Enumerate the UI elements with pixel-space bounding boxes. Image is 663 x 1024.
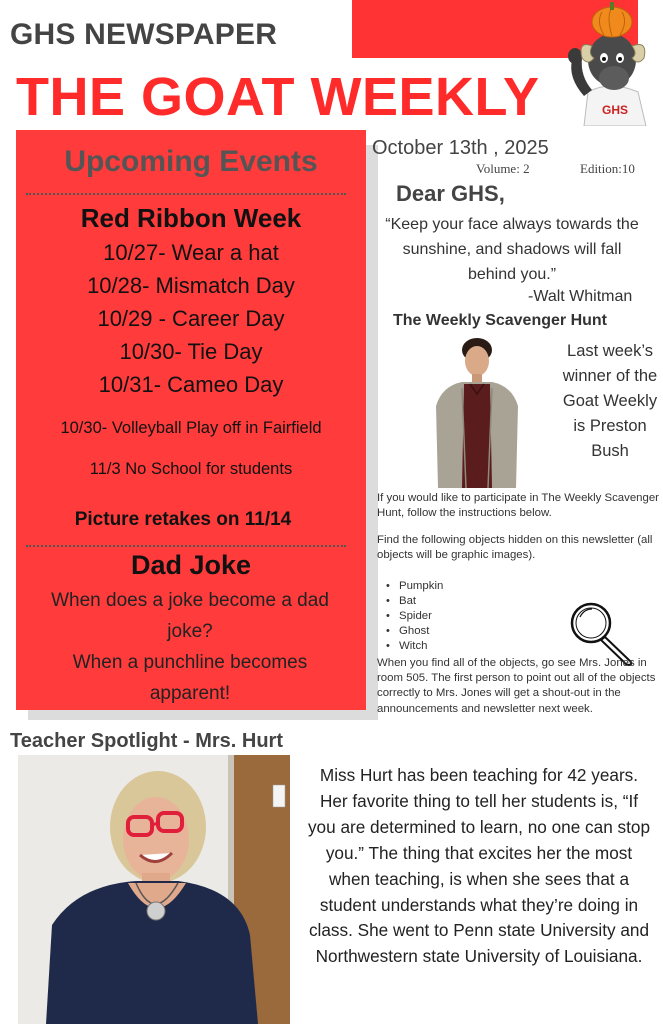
issue-edition: Edition:10 (580, 161, 635, 176)
events-divider-bottom (26, 545, 346, 547)
letter-greeting: Dear GHS, (396, 181, 505, 206)
goat-mascot-icon (560, 0, 663, 126)
red-ribbon-item: 10/29 - Career Day (97, 306, 285, 331)
list-item: • Bat (386, 594, 443, 609)
hunt-submit-instructions: When you find all of the objects, go see Mrs. Jones in room 505. The first person to point out all of the objects correctly to Mrs. Jones will get a shout-out in the announcements and newsletter next week. (377, 657, 656, 715)
hunt-objects-list (386, 579, 443, 654)
event-volleyball: 10/30- Volleyball Play off in Fairfield (60, 419, 322, 437)
hunt-participate-text: If you would like to participate in The Weekly Scavenger Hunt, follow the instructions below. (377, 492, 659, 520)
scavenger-winner-text: Last week’s winner of the Goat Weekly is Preston Bush (562, 342, 658, 460)
events-divider-top (26, 193, 346, 195)
event-no-school: 11/3 No School for students (89, 460, 293, 478)
list-item: • Pumpkin (386, 579, 443, 594)
list-item: • Spider (386, 609, 443, 624)
dad-joke-question: When does a joke become a dad joke? (51, 590, 329, 642)
teacher-spotlight-title: Teacher Spotlight - Mrs. Hurt (10, 730, 283, 752)
quote-author: -Walt Whitman (528, 288, 633, 305)
dad-joke-title: Dad Joke (130, 550, 252, 580)
issue-date: October 13th , 2025 (372, 137, 549, 159)
winner-student-photo (432, 336, 522, 488)
list-item: • Ghost (386, 624, 443, 639)
red-ribbon-item: 10/31- Cameo Day (98, 372, 284, 397)
teacher-spotlight-text: Miss Hurt has been teaching for 42 years. Her favorite thing to tell her students is, “If you are determined to learn, no one can stop you.” The thing that excites her the most when teaching, is when she sees that a student understands what they’re doing in class. She went to Penn state University and Northwestern state University of Louisiana. (307, 765, 651, 967)
hunt-find-instructions: Find the following objects hidden on this newsletter (all objects will be graphic images). (377, 534, 653, 562)
list-item: • Witch (386, 639, 443, 654)
red-ribbon-item: 10/30- Tie Day (119, 339, 263, 364)
newspaper-kicker: GHS NEWSPAPER (10, 18, 278, 51)
red-ribbon-item: 10/28- Mismatch Day (87, 273, 295, 298)
dad-joke-answer: When a punchline becomes apparent! (72, 652, 308, 704)
dad-joke-body (40, 585, 340, 709)
newspaper-title: THE GOAT WEEKLY (16, 67, 540, 127)
red-ribbon-item: 10/27- Wear a hat (103, 240, 279, 265)
teacher-photo (18, 755, 290, 1024)
scavenger-hunt-title: The Weekly Scavenger Hunt (393, 312, 607, 329)
red-ribbon-week-title: Red Ribbon Week (80, 203, 302, 233)
letter-quote: “Keep your face always towards the sunshine, and shadows will fall behind you.” (385, 216, 639, 283)
issue-volume: Volume: 2 (476, 161, 530, 176)
events-title: Upcoming Events (64, 145, 318, 178)
svg-text:GHS: GHS (602, 103, 629, 117)
picture-retakes: Picture retakes on 11/14 (74, 509, 292, 530)
